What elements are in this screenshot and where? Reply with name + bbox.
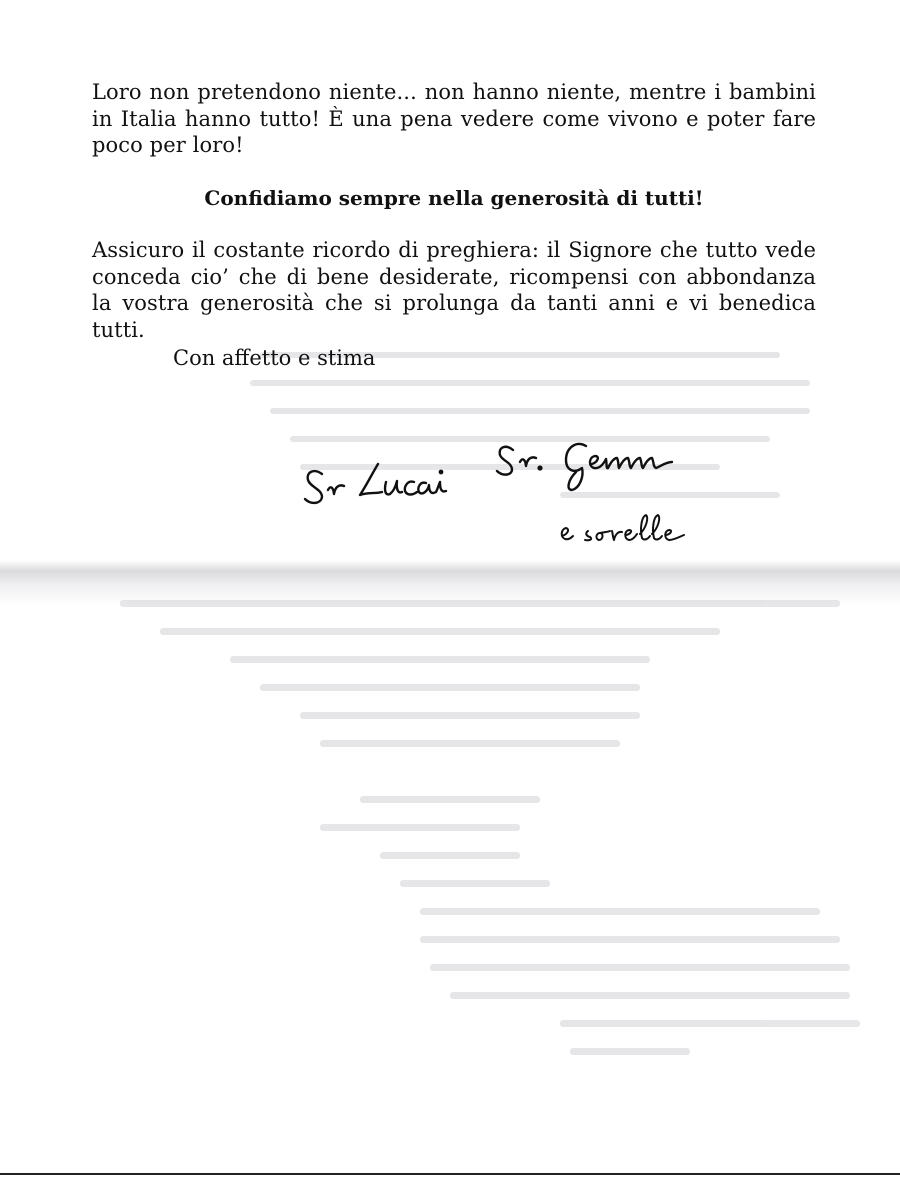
signature-right-suffix (562, 515, 684, 540)
letter-closing: Con affetto e stima (173, 346, 376, 370)
signature-left (305, 464, 446, 503)
page-bottom-edge (0, 1173, 900, 1175)
letter-paragraph-1: Loro non pretendono niente... non hanno niente, mentre i bambini in Italia hanno tutto! È una pena vedere come vivono e poter fare poco per loro! (92, 80, 816, 157)
letter-heading: Confidiamo sempre nella generosità di tutti! (204, 186, 704, 210)
letter-paragraph-2: Assicuro il costante ricordo di preghiera: il Signore che tutto vede conceda cio’ che di bene desiderate, ricompensi con abbondanza la vostra generosità che si prolunga da tanti anni e vi benedica tutti. (92, 238, 816, 342)
scan-fold-shadow (0, 560, 900, 605)
signature-right (497, 444, 672, 490)
